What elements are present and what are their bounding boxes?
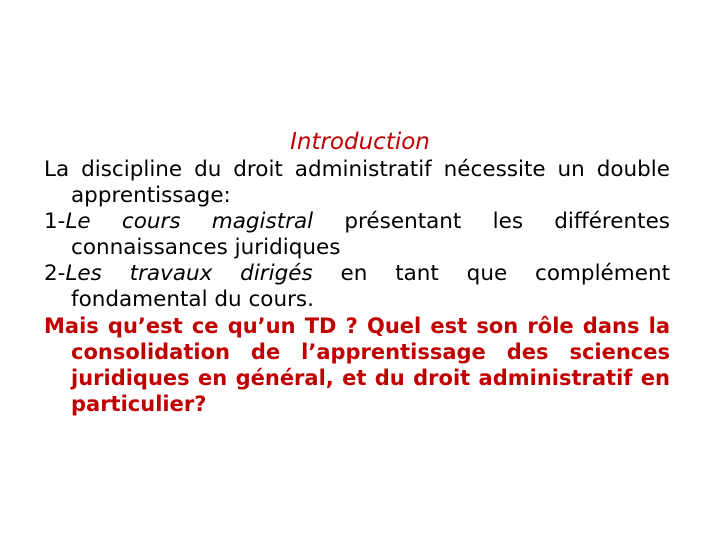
list-item-1-number: 1- <box>44 209 66 234</box>
list-item-2-text: en tant que complément fondamental du cours. <box>71 261 670 312</box>
slide-body <box>44 157 670 417</box>
intro-paragraph: La discipline du droit administratif nécessite un double apprentissage: <box>44 157 670 208</box>
question-paragraph: Mais qu’est ce qu’un TD ? Quel est son rôle dans la consolidation de l’apprentissage des sciences juridiques en général, et du droit administratif en particulier? <box>44 314 670 416</box>
list-item-1-text: présentant les différentes connaissances juridiques <box>71 209 671 260</box>
list-item-1-emphasis: Le cours magistral <box>65 209 314 234</box>
slide-title: Introduction <box>290 129 430 155</box>
list-item-2 <box>44 261 670 313</box>
list-item-1 <box>44 209 670 261</box>
list-item-2-emphasis: Les travaux dirigés <box>65 261 313 286</box>
list-item-2-number: 2- <box>44 261 66 286</box>
